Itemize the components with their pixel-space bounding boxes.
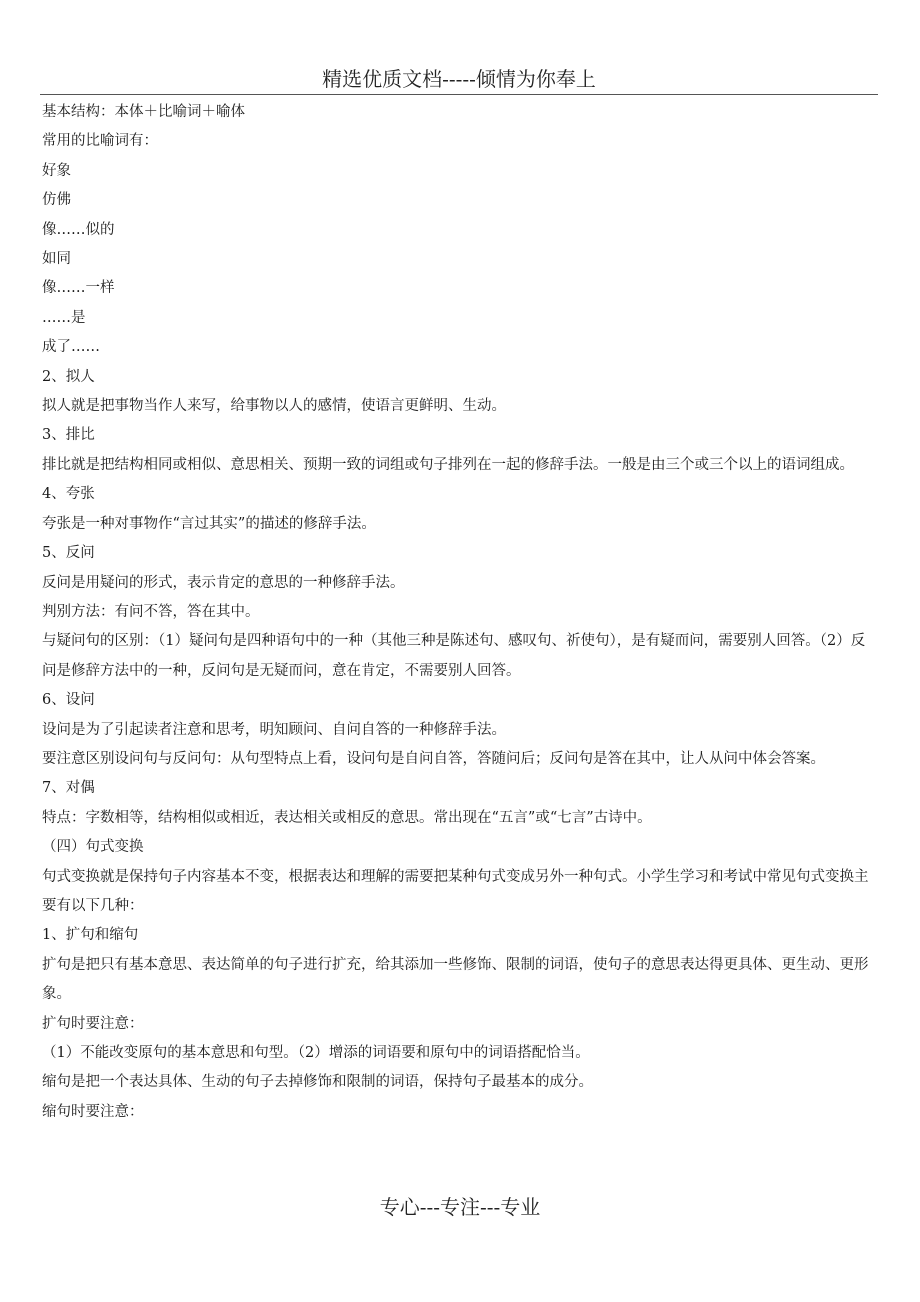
paragraph: 要注意区别设问句与反问句：从句型特点上看，设问句是自问自答，答随问后；反问句是答在其中，让人从问中体会答案。 — [42, 750, 825, 767]
paragraph: 反问是用疑问的形式，表示肯定的意思的一种修辞手法。 — [42, 574, 405, 591]
list-item: 好象 — [42, 162, 71, 179]
list-item: 像……似的 — [42, 221, 115, 238]
list-item: 仿佛 — [42, 192, 71, 209]
page-header: 精选优质文档-----倾情为你奉上 — [40, 64, 878, 95]
paragraph: 夸张是一种对事物作“言过其实”的描述的修辞手法。 — [42, 515, 376, 532]
paragraph: 缩句时要注意： — [42, 1103, 144, 1120]
page-footer: 专心---专注---专业 — [379, 1195, 541, 1219]
paragraph: 排比就是把结构相同或相似、意思相关、预期一致的词组或句子排列在一起的修辞手法。一般是由三个或三个以上的语词组成。 — [42, 456, 854, 473]
section-heading: 3、排比 — [42, 427, 95, 444]
paragraph: 与疑问句的区别：（1）疑问句是四种语句中的一种（其他三种是陈述句、感叹句、祈使句），是有疑而问，需要别人回答。（2）反问是修辞方法中的一种，反问句是无疑而问，意在肯定，不需要别人回答。 — [42, 633, 866, 679]
section-heading: 1、扩句和缩句 — [42, 927, 139, 944]
paragraph: （1）不能改变原句的基本意思和句型。（2）增添的词语要和原句中的词语搭配恰当。 — [42, 1045, 590, 1061]
list-item: ……是 — [42, 309, 86, 326]
section-heading: 5、反问 — [42, 545, 95, 562]
paragraph: 基本结构：本体＋比喻词＋喻体 — [42, 104, 245, 120]
paragraph: 特点：字数相等，结构相似或相近，表达相关或相反的意思。常出现在“五言”或“七言”古诗中。 — [42, 809, 652, 826]
list-item: 如同 — [42, 251, 71, 268]
paragraph: 扩句时要注意： — [42, 1015, 144, 1032]
paragraph: 常用的比喻词有： — [42, 133, 158, 150]
paragraph: 判别方法：有问不答，答在其中。 — [42, 603, 260, 620]
section-heading: 7、对偶 — [42, 780, 95, 797]
paragraph: 设问是为了引起读者注意和思考，明知顾问、自问自答的一种修辞手法。 — [42, 721, 506, 738]
section-heading: 6、设问 — [42, 692, 95, 709]
list-item: 成了…… — [42, 339, 100, 356]
paragraph: 缩句是把一个表达具体、生动的句子去掉修饰和限制的词语，保持句子最基本的成分。 — [42, 1074, 593, 1091]
paragraph: 句式变换就是保持句子内容基本不变，根据表达和理解的需要把某种句式变成另外一种句式。小学生学习和考试中常见句式变换主要有以下几种： — [42, 868, 869, 914]
section-heading: （四）句式变换 — [42, 839, 144, 856]
section-heading: 2、拟人 — [42, 368, 95, 385]
paragraph: 拟人就是把事物当作人来写，给事物以人的感情，使语言更鲜明、生动。 — [42, 398, 506, 415]
document-body — [42, 98, 872, 1127]
list-item: 像……一样 — [42, 280, 115, 297]
section-heading: 4、夸张 — [42, 486, 95, 503]
paragraph: 扩句是把只有基本意思、表达简单的句子进行扩充，给其添加一些修饰、限制的词语，使句子的意思表达得更具体、更生动、更形象。 — [42, 956, 869, 1003]
